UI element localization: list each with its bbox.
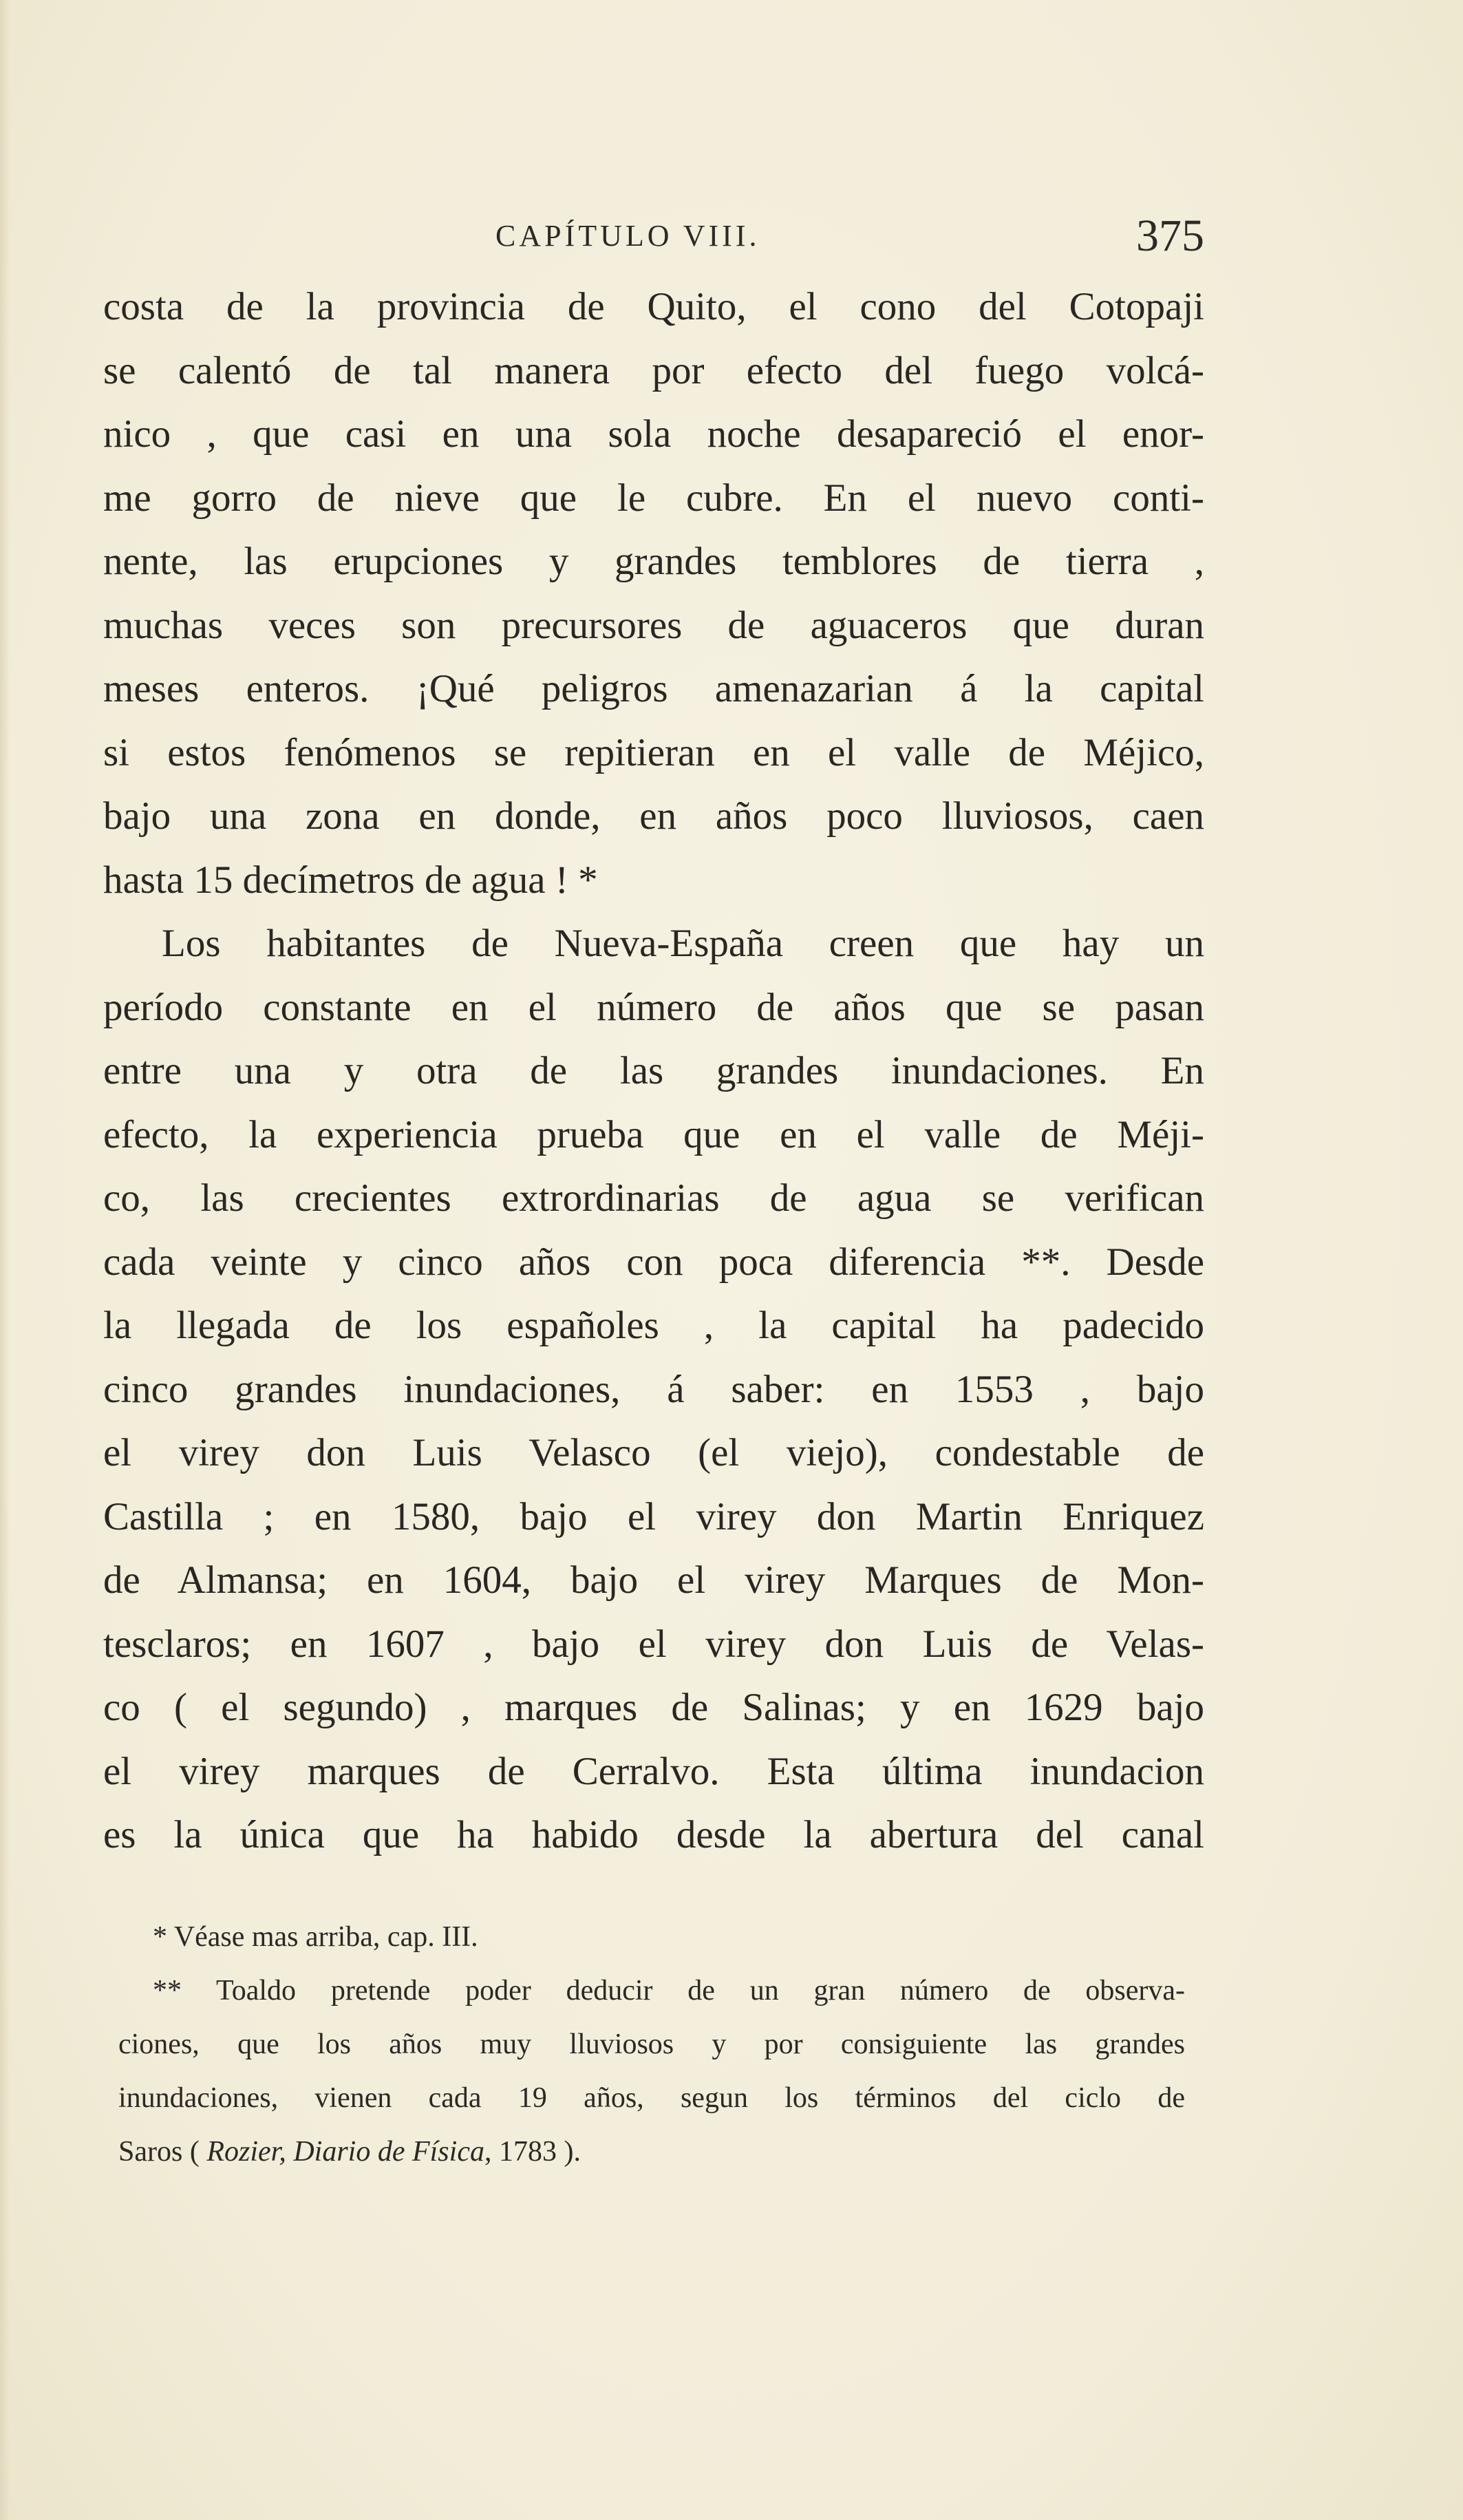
text-line: el virey don Luis Velasco (el viejo), condestable de [103,1431,1204,1474]
text-line: de Almansa; en 1604, bajo el virey Marques de Mon- [103,1558,1204,1602]
footnote-2-text: Saros ( [118,2136,200,2168]
body-text [103,275,1204,1867]
text-line: co, las crecientes extrordinarias de agua se verifican [103,1176,1204,1220]
page-edge-shadow [0,0,10,2520]
text-line: si estos fenómenos se repitieran en el valle de Méjico, [103,730,1204,774]
text-line: tesclaros; en 1607 , bajo el virey don Luis de Velas- [103,1622,1204,1666]
text-line: Castilla ; en 1580, bajo el virey don Martin Enriquez [103,1494,1204,1538]
text-line: la llegada de los españoles , la capital ha padecido [103,1304,1204,1347]
text-line: período constante en el número de años que se pasan [103,985,1204,1029]
text-line: meses enteros. ¡Qué peligros amenazarian á la capital [103,667,1204,710]
text-line: co ( el segundo) , marques de Salinas; y en 1629 bajo [103,1686,1204,1729]
text-line: costa de la provincia de Quito, el cono del Cotopaji [103,285,1204,328]
text-line: es la única que ha habido desde la abertura del canal [103,1813,1204,1856]
text-line: hasta 15 decímetros de agua ! * [103,858,598,902]
running-head: CAPÍTULO VIII. [495,219,760,253]
text-line: se calentó de tal manera por efecto del fuego volcá- [103,348,1204,392]
footnote-2-line [118,2125,1185,2179]
footnote-2-citation: Rozier, Diario de Física [206,2136,484,2168]
text-line: efecto, la experiencia prueba que en el valle de Méji- [103,1112,1204,1156]
footnote-1: * Véase mas arriba, cap. III. [153,1921,478,1953]
text-line: cinco grandes inundaciones, á saber: en 1553 , bajo [103,1367,1204,1411]
text-line: nico , que casi en una sola noche desapareció el enor- [103,412,1204,456]
footnote-2-line: inundaciones, vienen cada 19 años, segun los términos del ciclo de [118,2082,1185,2114]
text-line: el virey marques de Cerralvo. Esta última inundacion [103,1749,1204,1793]
text-line: nente, las erupciones y grandes temblores de tierra , [103,540,1204,583]
text-line: cada veinte y cinco años con poca diferencia **. Desde [103,1240,1204,1284]
text-line: me gorro de nieve que le cubre. En el nuevo conti- [103,476,1204,520]
footnote-2-line: ** Toaldo pretende poder deducir de un gran número de observa- [153,1975,1185,2007]
footnotes [118,1910,1185,2179]
text-line: entre una y otra de las grandes inundaciones. En [103,1049,1204,1092]
footnote-2-line: ciones, que los años muy lluviosos y por consiguiente las grandes [118,2029,1185,2060]
text-line: bajo una zona en donde, en años poco lluviosos, caen [103,794,1204,838]
text-line: muchas veces son precursores de aguaceros que duran [103,603,1204,647]
footnote-2-text: , 1783 ). [484,2136,581,2168]
text-line: Los habitantes de Nueva-España creen que hay un [162,922,1204,965]
page-header [103,210,1204,272]
page-number: 375 [1136,211,1204,261]
